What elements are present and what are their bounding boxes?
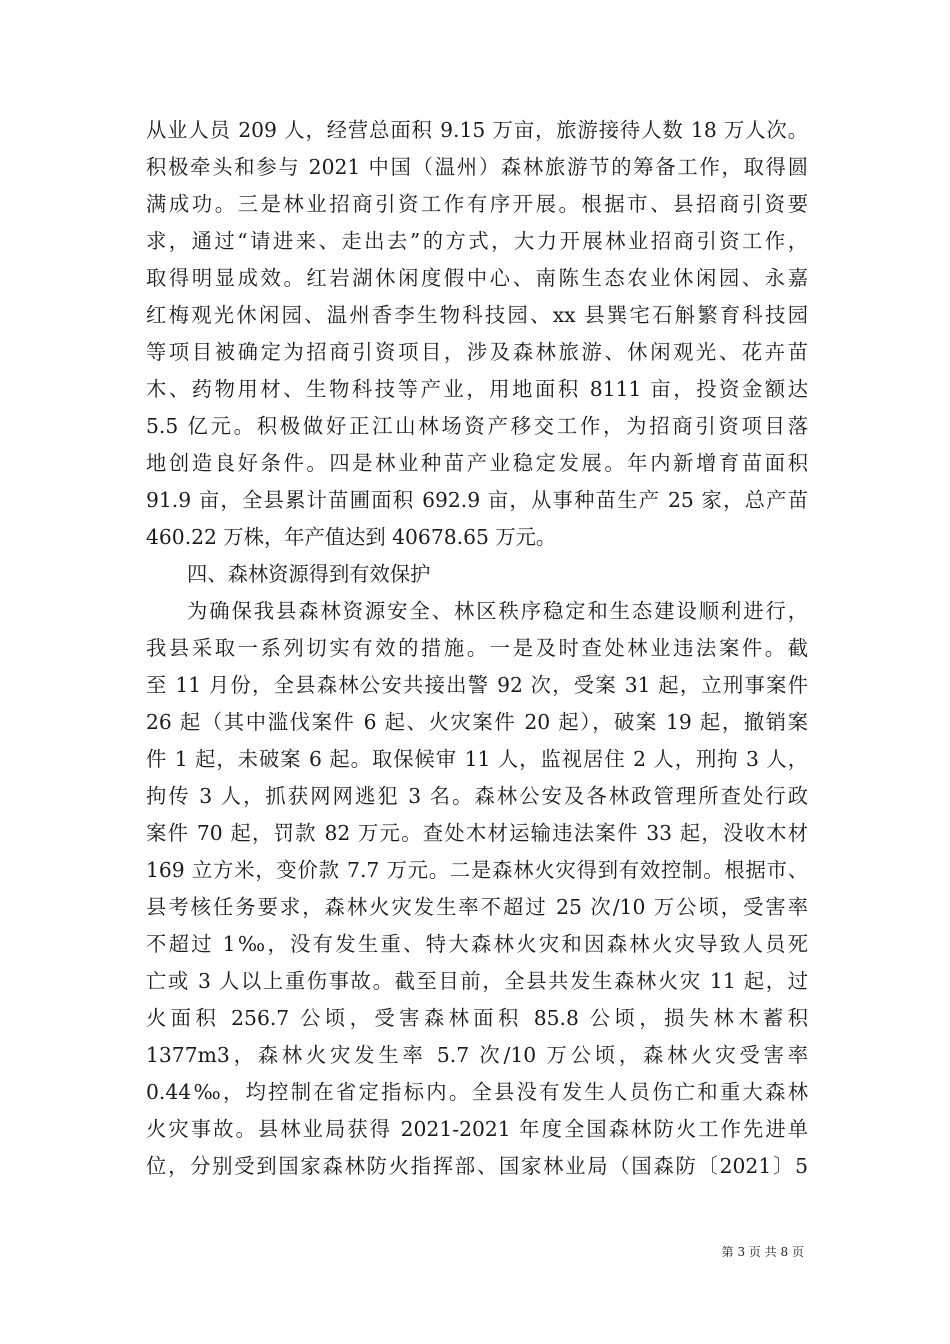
section-heading: 四、森林资源得到有效保护 [187, 562, 431, 586]
text-line: 91.9 亩，全县累计苗圃面积 692.9 亩，从事种苗生产 25 家，总产苗 [146, 488, 808, 512]
text-line: 169 立方米，变价款 7.7 万元。二是森林火灾得到有效控制。根据市、 [146, 858, 808, 882]
text-line: 我县采取一系列切实有效的措施。一是及时查处林业违法案件。截 [146, 636, 808, 660]
text-line: 满成功。三是林业招商引资工作有序开展。根据市、县招商引资要 [146, 192, 808, 216]
text-line: 拘传 3 人，抓获网网逃犯 3 名。森林公安及各林政管理所查处行政 [146, 784, 808, 808]
text-line: 位，分别受到国家森林防火指挥部、国家林业局（国森防〔2021〕5 [146, 1154, 808, 1178]
text-line: 红梅观光休闲园、温州香李生物科技园、xx 县巽宅石斛繁育科技园 [146, 303, 808, 327]
text-line: 火灾事故。县林业局获得 2021-2021 年度全国森林防火工作先进单 [146, 1117, 808, 1141]
text-line: 为确保我县森林资源安全、林区秩序稳定和生态建设顺利进行， [187, 599, 808, 623]
text-line: 取得明显成效。红岩湖休闲度假中心、南陈生态农业休闲园、永嘉 [146, 266, 808, 290]
text-line: 从业人员 209 人，经营总面积 9.15 万亩，旅游接待人数 18 万人次。 [146, 118, 808, 142]
text-line: 火面积 256.7 公顷，受害森林面积 85.8 公顷，损失林木蓄积 [146, 1006, 808, 1030]
document-body [146, 112, 808, 1185]
text-line: 案件 70 起，罚款 82 万元。查处木材运输违法案件 33 起，没收木材 [146, 821, 808, 845]
text-line: 件 1 起，未破案 6 起。取保候审 11 人，监视居住 2 人，刑拘 3 人， [146, 747, 808, 771]
text-line: 0.44‰，均控制在省定指标内。全县没有发生人员伤亡和重大森林 [146, 1080, 808, 1104]
text-line: 至 11 月份，全县森林公安共接出警 92 次，受案 31 起，立刑事案件 [146, 673, 808, 697]
text-line: 县考核任务要求，森林火灾发生率不超过 25 次/10 万公顷，受害率 [146, 895, 808, 919]
paragraph-forestry-industry [146, 112, 808, 556]
paragraph-forest-protection [146, 593, 808, 1185]
text-line: 求，通过“请进来、走出去”的方式，大力开展林业招商引资工作， [146, 229, 808, 253]
text-line: 等项目被确定为招商引资项目，涉及森林旅游、休闲观光、花卉苗 [146, 340, 808, 364]
text-line: 木、药物用材、生物科技等产业，用地面积 8111 亩，投资金额达 [146, 377, 808, 401]
text-line: 460.22 万株，年产值达到 40678.65 万元。 [146, 525, 557, 549]
text-line: 1377m3，森林火灾发生率 5.7 次/10 万公顷，森林火灾受害率 [146, 1043, 808, 1067]
text-line: 不超过 1‰，没有发生重、特大森林火灾和因森林火灾导致人员死 [146, 932, 808, 956]
text-line: 地创造良好条件。四是林业种苗产业稳定发展。年内新增育苗面积 [146, 451, 808, 475]
text-line: 5.5 亿元。积极做好正江山林场资产移交工作，为招商引资项目落 [146, 414, 808, 438]
page-number-footer: 第 3 页 共 8 页 [721, 1245, 804, 1259]
text-line: 26 起（其中滥伐案件 6 起、火灾案件 20 起），破案 19 起，撤销案 [146, 710, 808, 734]
text-line: 积极牵头和参与 2021 中国（温州）森林旅游节的筹备工作，取得圆 [146, 155, 808, 179]
text-line: 亡或 3 人以上重伤事故。截至目前，全县共发生森林火灾 11 起，过 [146, 969, 808, 993]
